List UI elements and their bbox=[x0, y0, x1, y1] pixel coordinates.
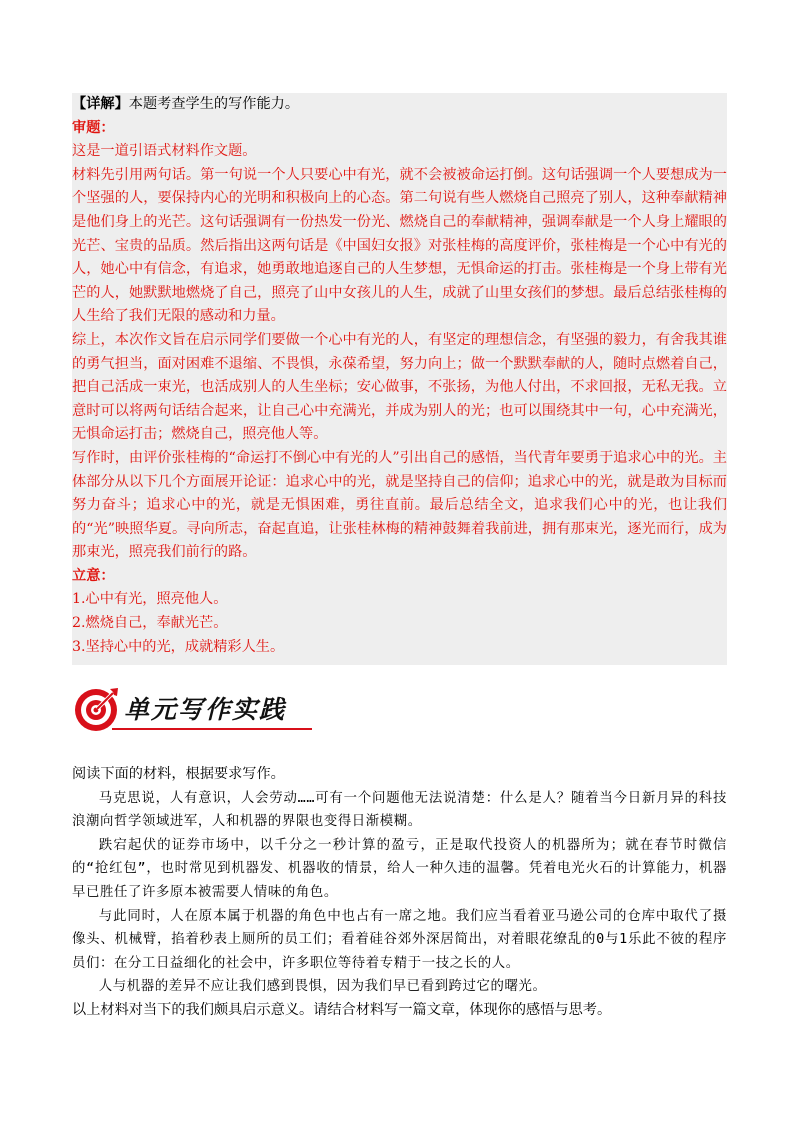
detail-text: 本题考查学生的写作能力。 bbox=[128, 96, 300, 112]
task-intro: 阅读下面的材料，根据要求写作。 bbox=[72, 766, 285, 782]
shenti-heading: 审题： bbox=[72, 119, 115, 136]
banner-title: 单元写作实践 bbox=[124, 695, 287, 724]
detail-line bbox=[72, 93, 727, 117]
analysis-paragraph-2: 综上，本次作文旨在启示同学们要做一个心中有光的人，有坚定的理想信念，有坚强的毅力，有舍我其谁的勇气担当，面对困难不退缩、不畏惧，永葆希望，努力向上；做一个默默奉献的人，随时点燃着自己，把自己活成一束光，也活成别人的人生坐标；安心做事，不张扬，为他人付出，不求回报，无私无我。立意时可以将两句话结合起来，让自己心中充满光，并成为别人的光；也可以围绕其中一句，心中充满光，无惧命运打击；燃烧自己，照亮他人等。 bbox=[72, 331, 727, 443]
liyi-point-2: 2.燃烧自己，奉献光芒。 bbox=[72, 615, 228, 632]
liyi-point-3: 3.坚持心中的光，成就精彩人生。 bbox=[72, 638, 285, 655]
section-banner bbox=[72, 684, 317, 736]
detail-label: 【详解】 bbox=[72, 96, 129, 112]
type-line: 这是一道引语式材料作文题。 bbox=[72, 143, 257, 160]
task-requirement: 以上材料对当下的我们颇具启示意义。请结合材料写一篇文章，体现你的感悟与思考。 bbox=[72, 1001, 612, 1018]
analysis-paragraph-1: 材料先引用两句话。第一句说一个人只要心中有光，就不会被被命运打倒。这句话强调一个人要想成为一个坚强的人，要保持内心的光明和积极向上的心态。第二句说有些人燃烧自己照亮了别人，这种奉献精神是他们身上的光芒。这句话强调有一份热发一份光、燃烧自己的奉献精神，强调奉献是一个人身上耀眼的光芒、宝贵的品质。然后指出这两句话是《中国妇女报》对张桂梅的高度评价，张桂梅是一个心中有光的人，她心中有信念，有追求，她勇敢地追逐自己的人生梦想，无惧命运的打击。张桂梅是一个身上带有光芒的人，她默默地燃烧了自己，照亮了山中女孩儿的人生，成就了山里女孩们的梦想。最后总结张桂梅的人生给了我们无限的感动和力量。 bbox=[72, 166, 727, 325]
material-paragraph-2: 跌宕起伏的证券市场中，以千分之一秒计算的盈亏，正是取代投资人的机器所为；就在春节时微信的“抢红包”，也时常见到机器发、机器收的情景，给人一种久违的温馨。凭着电光火石的计算能力，机器早已胜任了许多原本被需要人情味的角色。 bbox=[72, 837, 727, 900]
analysis-paragraph-3: 写作时，由评价张桂梅的“命运打不倒心中有光的人”引出自己的感悟，当代青年要勇于追求心中的光。主体部分从以下几个方面展开论证：追求心中的光，就是坚持自己的信仰；追求心中的光，就是敢为目标而努力奋斗；追求心中的光，就是无惧困难，勇往直前。最后总结全文，追求我们心中的光，也让我们的“光”映照华夏。寻向所志，奋起直追，让张桂林梅的精神鼓舞着我前进，拥有那束光，逐光而行，成为那束光，照亮我们前行的路。 bbox=[72, 449, 727, 561]
material-paragraph-4: 人与机器的差异不应让我们感到畏惧，因为我们早已看到跨过它的曙光。 bbox=[98, 979, 547, 995]
liyi-heading: 立意： bbox=[72, 567, 115, 584]
writing-task bbox=[72, 763, 727, 1023]
liyi-point-1: 1.心中有光，照亮他人。 bbox=[72, 591, 228, 608]
material-paragraph-3: 与此同时，人在原本属于机器的角色中也占有一席之地。我们应当看着亚马逊公司的仓库中取代了摄像头、机械臂，掐着秒表上厕所的员工们；看着硅谷郊外深居简出，对着眼花缭乱的0与1乐此不彼的程序员们：在分工日益细化的社会中，许多职位等待着专精于一技之长的人。 bbox=[72, 908, 727, 971]
material-paragraph-1: 马克思说，人有意识，人会劳动……可有一个问题他无法说清楚：什么是人？随着当今日新月异的科技浪潮向哲学领域进军，人和机器的界限也变得日渐模糊。 bbox=[72, 790, 727, 830]
analysis-box bbox=[72, 93, 727, 665]
